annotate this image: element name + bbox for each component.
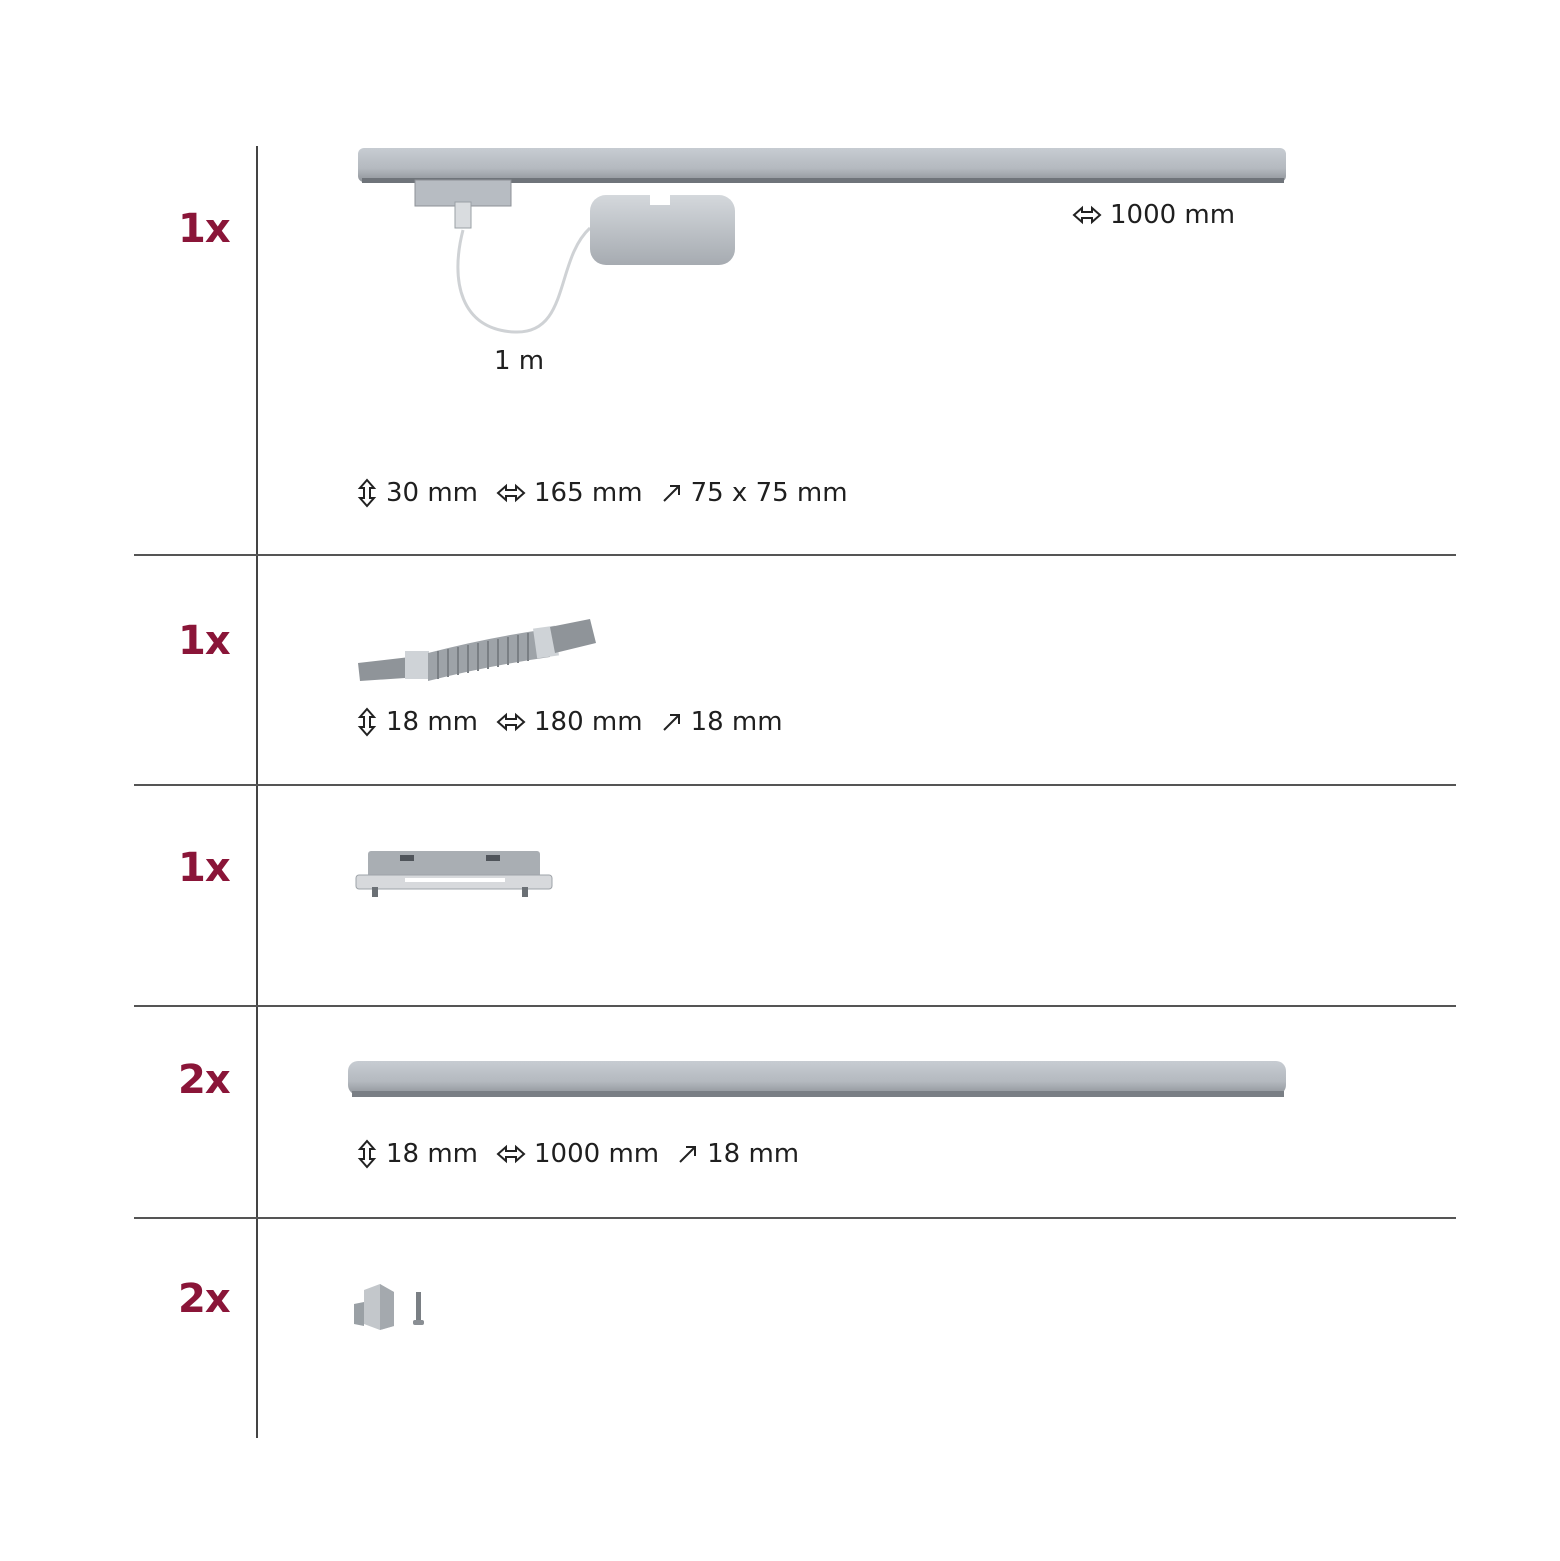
row-divider [134, 784, 1456, 786]
end-cap-with-screw-image [350, 1280, 440, 1340]
quantity-label: 2x [178, 1276, 230, 1322]
quantity-label: 1x [178, 206, 230, 252]
arrow-diagonal-icon [661, 711, 683, 733]
arrow-up-down-icon [356, 478, 378, 508]
arrow-left-right-icon [1072, 204, 1102, 226]
quantity-label: 2x [178, 1057, 230, 1103]
width-value: 165 mm [534, 478, 643, 508]
dimension-row [356, 478, 866, 508]
height-value: 18 mm [386, 1139, 479, 1169]
width-value: 1000 mm [534, 1139, 660, 1169]
track-rail-image [340, 1055, 1300, 1105]
depth-value: 18 mm [707, 1139, 800, 1169]
arrow-left-right-icon [496, 1143, 526, 1165]
row-divider [134, 554, 1456, 556]
depth-value: 18 mm [690, 707, 783, 737]
arrow-left-right-icon [496, 482, 526, 504]
length-value: 1000 mm [1110, 200, 1236, 230]
depth-value: 75 x 75 mm [690, 478, 848, 508]
height-value: 18 mm [386, 707, 479, 737]
width-value: 180 mm [534, 707, 643, 737]
arrow-up-down-icon [356, 1139, 378, 1169]
column-divider [256, 146, 258, 1438]
dimension-row [356, 707, 801, 737]
flexible-connector-image [350, 615, 610, 695]
track-rail-with-power-feed-image [350, 140, 1300, 350]
arrow-diagonal-icon [677, 1143, 699, 1165]
arrow-up-down-icon [356, 707, 378, 737]
arrow-left-right-icon [496, 711, 526, 733]
row-divider [134, 1005, 1456, 1007]
arrow-diagonal-icon [661, 482, 683, 504]
quantity-label: 1x [178, 845, 230, 891]
cable-length-label: 1 m [494, 346, 545, 376]
height-value: 30 mm [386, 478, 479, 508]
straight-connector-image [350, 845, 560, 905]
rail-length-dimension [1072, 200, 1253, 230]
row-divider [134, 1217, 1456, 1219]
dimension-row [356, 1139, 817, 1169]
quantity-label: 1x [178, 618, 230, 664]
